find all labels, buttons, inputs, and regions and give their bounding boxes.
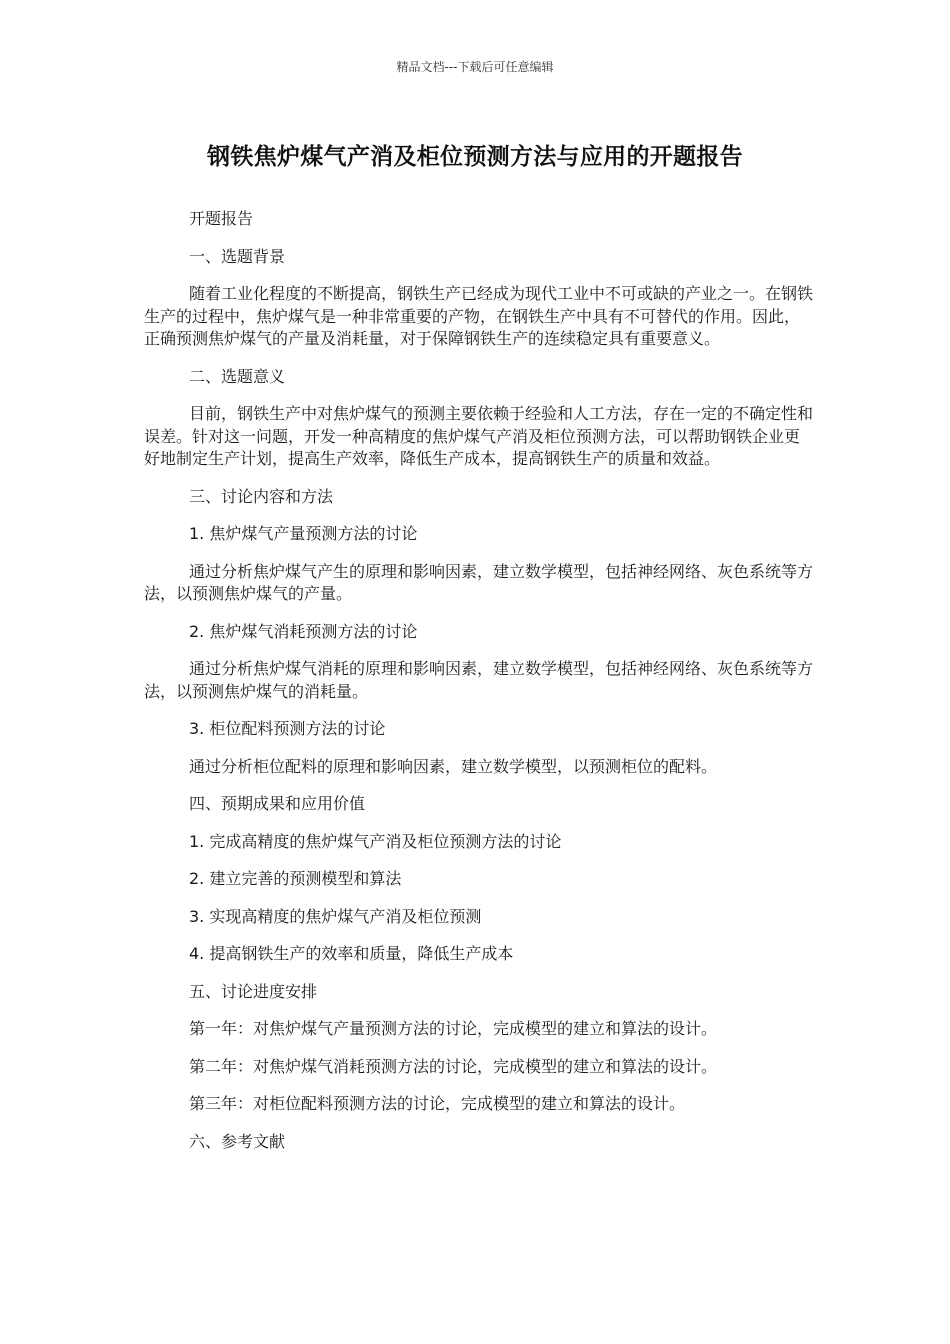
subheading-production-forecast: 1. 焦炉煤气产量预测方法的讨论	[189, 524, 418, 543]
section-heading-expected-results: 四、预期成果和应用价值	[189, 794, 366, 813]
section-heading-references: 六、参考文献	[189, 1131, 286, 1151]
result-item-4: 4. 提高钢铁生产的效率和质量，降低生产成本	[189, 944, 514, 963]
section-heading-content-methods: 三、讨论内容和方法	[189, 486, 334, 506]
paragraph-holder-forecast: 通过分析柜位配料的原理和影响因素，建立数学模型，以预测柜位的配料。	[189, 756, 718, 776]
subheading-holder-forecast: 3. 柜位配料预测方法的讨论	[189, 719, 386, 738]
paragraph-production-forecast: 通过分析焦炉煤气产生的原理和影响因素，建立数学模型，包括神经网络、灰色系统等方法，以预测焦炉煤气的产量。	[144, 561, 814, 603]
paragraph-significance: 目前，钢铁生产中对焦炉煤气的预测主要依赖于经验和人工方法，存在一定的不确定性和误差。针对这一问题，开发一种高精度的焦炉煤气产消及柜位预测方法，可以帮助钢铁企业更好地制定生产计划，提高生产效率，降低生产成本，提高钢铁生产的质量和效益。	[144, 404, 814, 468]
paragraph-background: 随着工业化程度的不断提高，钢铁生产已经成为现代工业中不可或缺的产业之一。在钢铁生产的过程中，焦炉煤气是一种非常重要的产物，在钢铁生产中具有不可替代的作用。因此，正确预测焦炉煤气的产量及消耗量，对于保障钢铁生产的连续稳定具有重要意义。	[144, 284, 814, 348]
result-item-2: 2. 建立完善的预测模型和算法	[189, 869, 402, 888]
result-item-1: 1. 完成高精度的焦炉煤气产消及柜位预测方法的讨论	[189, 831, 562, 851]
subheading-consumption-forecast: 2. 焦炉煤气消耗预测方法的讨论	[189, 621, 418, 641]
section-heading-schedule: 五、讨论进度安排	[189, 981, 318, 1001]
section-heading-significance: 二、选题意义	[189, 366, 286, 386]
document-title: 钢铁焦炉煤气产消及柜位预测方法与应用的开题报告	[207, 144, 743, 170]
result-item-3: 3. 实现高精度的焦炉煤气产消及柜位预测	[189, 906, 482, 926]
schedule-year-2: 第二年：对焦炉煤气消耗预测方法的讨论，完成模型的建立和算法的设计。	[189, 1056, 718, 1076]
schedule-year-1: 第一年：对焦炉煤气产量预测方法的讨论，完成模型的建立和算法的设计。	[189, 1019, 718, 1038]
header-note: 精品文档---下载后可任意编辑	[396, 60, 554, 74]
paragraph-consumption-forecast: 通过分析焦炉煤气消耗的原理和影响因素，建立数学模型，包括神经网络、灰色系统等方法，以预测焦炉煤气的消耗量。	[144, 659, 814, 701]
section-heading-background: 一、选题背景	[189, 246, 286, 266]
schedule-year-3: 第三年：对柜位配料预测方法的讨论，完成模型的建立和算法的设计。	[189, 1094, 686, 1113]
label-report: 开题报告	[189, 209, 254, 228]
document-body	[144, 208, 814, 1153]
